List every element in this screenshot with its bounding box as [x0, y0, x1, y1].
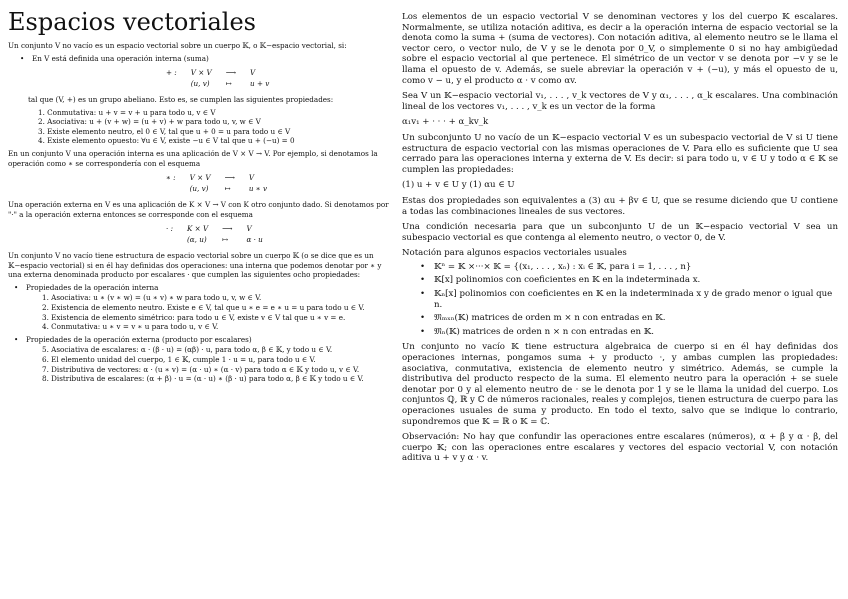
schema-interna	[158, 172, 275, 195]
schema-cell	[160, 236, 179, 244]
list-item: 4. Conmutativa: u ∗ v = v ∗ u para todo u, v ∈ V.	[42, 322, 219, 332]
schema-cell: V	[248, 173, 255, 183]
list-item: • 𝔐ₙ(𝕂) matrices de orden n × n con entradas en 𝕂.	[416, 327, 838, 338]
list-item: 2. Asociativa: u + (v + w) = (u + v) + w para todo u, v, w ∈ V	[38, 117, 261, 127]
schema-cell: u ∗ v	[248, 183, 268, 193]
schema-cell: + :	[166, 68, 177, 78]
page-title: Espacios vectoriales	[8, 8, 256, 36]
schema-cell: ∗ :	[166, 173, 176, 183]
subespacio-paragraph: Un subconjunto U no vacío de un 𝕂−espacio vectorial V es un subespacio vectorial de V si U tiene estructura de espacio vectorial con las mismas operaciones de V. Para ello es suficiente que U sea cerrado para las operaciones interna y externa de V. Es decir: si para todo u, v ∈ U y todo α ∈ 𝕂 se cumplen las propiedades:	[402, 132, 838, 175]
cuerpo-paragraph: Un conjunto no vacío 𝕂 tiene estructura algebraica de cuerpo si en él hay definidas dos operaciones internas, pongamos suma + y producto ·, y ambas cumplen las propiedades: asociativa, conmutativa, existencia de elemento neutro y simétrico. Además, se cumple la distributiva del producto respecto de la suma. El elemento neutro para la operación + se suele denotar por 0 y al elemento neutro de · se le denota por 1 y se le llama la unidad del cuerpo. Los conjuntos ℚ, ℝ y ℂ de números racionales, reales y complejos, tienen estructura de cuerpo para las operaciones usuales de suma y producto. En todo el texto, salvo que se indique lo contrario, supondremos que 𝕂 = ℝ o 𝕂 = ℂ.	[402, 342, 838, 427]
schema-cell: ↦	[225, 78, 232, 88]
right-column	[402, 12, 838, 469]
list-item: • 𝔐ₘₓₙ(𝕂) matrices de orden m × n con entradas en 𝕂.	[416, 313, 838, 324]
intro-text: Un conjunto V no vacío es un espacio vectorial sobre un cuerpo 𝕂, o 𝕂−espacio vectorial, si:	[8, 41, 347, 50]
list-item: • 𝕂[x] polinomios con coeficientes en 𝕂 en la indeterminada x.	[416, 275, 838, 286]
list-item: 3. Existe elemento neutro, el 0 ∈ V, tal que u + 0 = u para todo u ∈ V	[38, 126, 291, 136]
combinacion-formula: α₁v₁ + · · · + α_kv_k	[402, 117, 489, 128]
schema-cell	[160, 80, 183, 88]
observacion-paragraph: Observación: No hay que confundir las operaciones entre escalares (números), α + β y α · β, del cuerpo 𝕂; con las operaciones entre escalares y vectores del espacio vectorial V, con notación aditiva u + v y α · v.	[402, 432, 838, 464]
op-interna-text: En un conjunto V una operación interna es una aplicación de V × V → V. Por ejemplo, si denotamos la operación como ∗ se correspondería con el esquema	[8, 148, 378, 168]
bullet-externa: • Propiedades de la operación externa (producto por escalares)	[12, 335, 396, 345]
schema-cell: (u, v)	[189, 183, 209, 193]
schema-cell: ↦	[224, 183, 231, 193]
schema-cell: ⟶	[224, 173, 235, 183]
list-item: • 𝕂ₙ[x] polinomios con coeficientes en 𝕂 en la indeterminada x y de grado menor o igual que n.	[416, 289, 838, 310]
estructura-text: Un conjunto V no vacío tiene estructura de espacio vectorial sobre un cuerpo 𝕂 (o se dice que es un 𝕂−espacio vectorial) si en él hay definidas dos operaciones: una interna que podemos denotar por ∗ y una externa denominada producto por escalares · que cumplen las siguientes ocho propiedades:	[8, 250, 382, 280]
props-externa-list	[42, 345, 396, 383]
notacion-heading: Notación para algunos espacios vectoriales usuales	[402, 248, 627, 259]
list-item: • 𝕂ⁿ = 𝕂 ×···× 𝕂 = {(x₁, . . . , xₙ) : xᵢ ∈ 𝕂, para i = 1, . . . , n}	[416, 262, 838, 273]
list-item: 4. Existe elemento opuesto: ∀u ∈ V, existe −u ∈ V tal que u + (−u) = 0	[38, 136, 295, 146]
list-item: 1. Asociativa: u ∗ (v ∗ w) = (u ∗ v) ∗ w para todo u, v, w ∈ V.	[42, 293, 262, 303]
abelian-text: tal que (V, +) es un grupo abeliano. Esto es, se cumplen las siguientes propiedades:	[28, 95, 334, 104]
schema-cell: V × V	[189, 173, 211, 183]
bullet-interna: • Propiedades de la operación interna	[12, 283, 396, 293]
left-column	[8, 0, 396, 387]
subespacio-formula: (1) u + v ∈ U y (1) αu ∈ U	[402, 180, 515, 191]
bullet-suma: • En V está definida una operación interna (suma)	[8, 54, 396, 64]
equivalencia-paragraph: Estas dos propiedades son equivalentes a (3) αu + βv ∈ U, que se resume diciendo que U contiene a todas las combinaciones lineales de sus vectores.	[402, 195, 838, 217]
schema-cell: · :	[166, 224, 173, 234]
schema-cell: K × V	[187, 224, 209, 234]
schema-cell: α · u	[246, 234, 263, 244]
list-item: 2. Existencia de elemento neutro. Existe e ∈ V, tal que u ∗ e = e ∗ u = u para todo u ∈ V.	[42, 302, 365, 312]
props-interna-list	[42, 293, 396, 331]
list-item: 8. Distributiva de escalares: (α + β) · u = (α · u) ∗ (β · u) para todo α, β ∈ 𝕂 y todo u ∈ V.	[42, 374, 364, 384]
list-item: 1. Conmutativa: u + v = v + u para todo u, v ∈ V	[38, 107, 216, 117]
schema-cell: V	[250, 68, 256, 78]
schema-cell: (u, v)	[190, 78, 210, 88]
schema-cell: ↦	[222, 234, 229, 244]
op-externa-text: Una operación externa en V es una aplicación de K × V → V con K otro conjunto dado. Si denotamos por "·" a la operación externa entonces se corresponde con el esquema	[8, 199, 389, 219]
schema-cell: V	[246, 224, 252, 234]
schema-cell: V × V	[190, 68, 212, 78]
list-item: 3. Existencia de elemento simétrico: para todo u ∈ V, existe v ∈ V tal que u ∗ v = e.	[42, 312, 346, 322]
props-interna-block	[12, 283, 396, 384]
list-item: 7. Distributiva de vectores: α · (u ∗ v) = (α · u) ∗ (α · v) para todo α ∈ 𝕂 y todo u, v ∈ V.	[42, 364, 360, 374]
schema-cell: ⟶	[225, 68, 237, 78]
schema-externa	[158, 223, 271, 246]
schema-cell: (α, u)	[187, 234, 207, 244]
vectores-paragraph: Los elementos de un espacio vectorial V se denominan vectores y los del cuerpo 𝕂 escalares. Normalmente, se utiliza notación aditiva, es decir a la operación interna de espacio vectorial se la denota como la suma + (suma de vectores). Con notación aditiva, al elemento neutro se le llama el vector cero, o vector nulo, de V y se le denota por 0_V, o simplemente 0 si no hay ambigüedad sobre el espacio vectorial al que pertenece. El simétrico de un vector v se denota por −v y se le llama el opuesto de v. Además, se suele abreviar la operación v + (−u), y más el opuesto de u, como v − u, y el producto α · v como αv.	[402, 12, 838, 86]
schema-cell	[160, 185, 182, 193]
list-item: 5. Asociativa de escalares: α · (β · u) = (αβ) · u, para todo α, β ∈ 𝕂, y todo u ∈ V.	[42, 345, 333, 355]
combinacion-paragraph: Sea V un 𝕂−espacio vectorial v₁, . . . , v_k vectores de V y α₁, . . . , α_k escalares. Una combinación lineal de los vectores v₁, . . . , v_k es un vector de la forma	[402, 91, 838, 112]
schema-suma	[158, 67, 277, 90]
schema-cell: u + v	[250, 78, 270, 88]
list-item: 6. El elemento unidad del cuerpo, 1 ∈ 𝕂, cumple 1 · u = u, para todo u ∈ V.	[42, 354, 316, 364]
notation-list	[402, 262, 838, 338]
schema-cell: ⟶	[222, 224, 233, 234]
condicion-paragraph: Una condición necesaria para que un subconjunto U de un 𝕂−espacio vectorial V sea un subespacio vectorial es que contenga al elemento neutro, o vector 0, de V.	[402, 222, 838, 243]
props-sum-list	[38, 108, 396, 146]
